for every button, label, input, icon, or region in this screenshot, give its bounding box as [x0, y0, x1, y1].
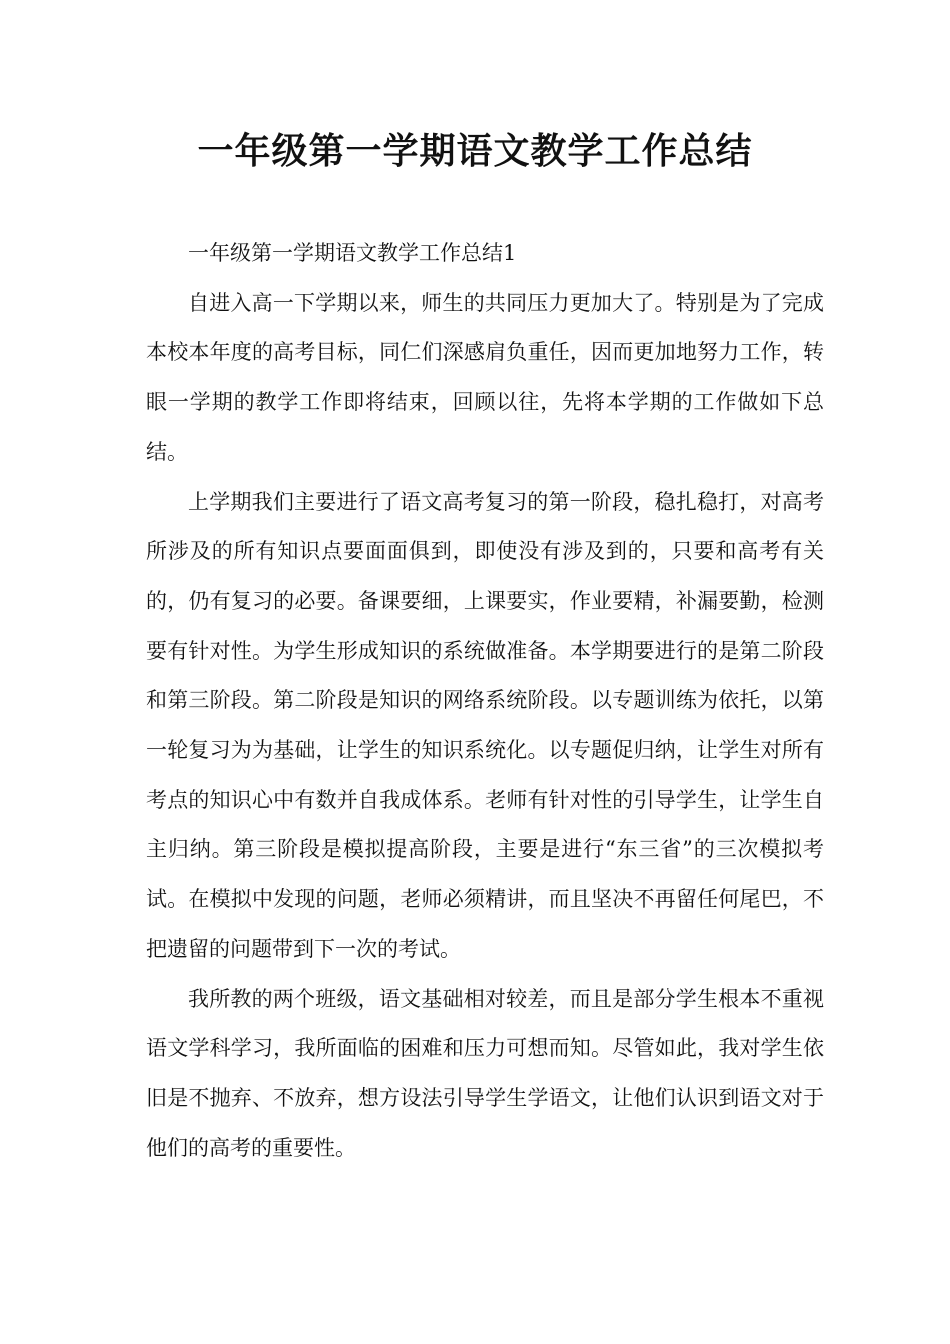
- section-heading: 一年级第一学期语文教学工作总结1: [188, 241, 517, 265]
- paragraph: 自进入高一下学期以来，师生的共同压力更加大了。特别是为了完成本校本年度的高考目标，同仁们深感肩负重任，因而更加地努力工作，转眼一学期的教学工作即将结束，回顾以往，先将本学期的工作做如下总结。: [146, 290, 824, 464]
- document-body: [146, 229, 824, 1173]
- paragraph: 我所教的两个班级，语文基础相对较差，而且是部分学生根本不重视语文学科学习，我所面临的困难和压力可想而知。尽管如此，我对学生依旧是不抛弃、不放弃，想方设法引导学生学语文，让他们认识到语文对于他们的高考的重要性。: [146, 986, 824, 1160]
- document-title: 一年级第一学期语文教学工作总结: [197, 131, 753, 172]
- paragraph: 上学期我们主要进行了语文高考复习的第一阶段，稳扎稳打，对高考所涉及的所有知识点要面面俱到，即使没有涉及到的，只要和高考有关的，仍有复习的必要。备课要细，上课要实，作业要精，补漏要勤，检测要有针对性。为学生形成知识的系统做准备。本学期要进行的是第二阶段和第三阶段。第二阶段是知识的网络系统阶段。以专题训练为依托，以第一轮复习为为基础，让学生的知识系统化。以专题促归纳，让学生对所有考点的知识心中有数并自我成体系。老师有针对性的引导学生，让学生自主归纳。第三阶段是模拟提高阶段，主要是进行“东三省”的三次模拟考试。在模拟中发现的问题，老师必须精讲，而且坚决不再留任何尾巴，不把遗留的问题带到下一次的考试。: [146, 489, 824, 961]
